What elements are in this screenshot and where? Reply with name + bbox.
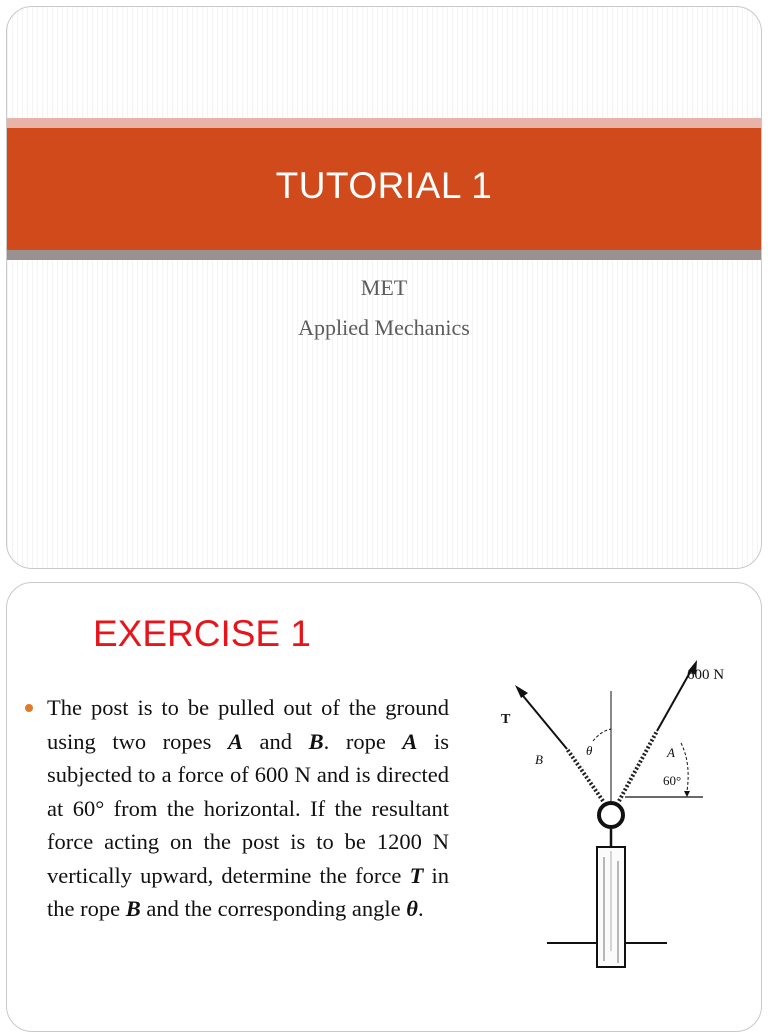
rope-a-label: A	[667, 745, 675, 760]
t-arrowhead-icon	[515, 685, 528, 698]
rope-a-symbol: A	[227, 728, 243, 754]
subtitle-course: MET	[360, 275, 408, 300]
body-text-part: and the corresponding angle	[140, 896, 407, 921]
body-text-part: and	[242, 728, 309, 754]
body-text-part: in the rope	[47, 862, 449, 921]
body-text-part: is subjected to a force of 600 N and is directed at 60° from the horizontal. If the resultant force acting on the post is to be 1200 N vertically upward, determine the force	[47, 728, 449, 888]
body-text-part: . rope	[323, 728, 403, 754]
theta-label: θ	[586, 743, 593, 758]
theta-arc	[593, 729, 611, 741]
rope-a-symbol: A	[402, 728, 418, 754]
post-rope-diagram	[485, 651, 745, 971]
body-text-part: The post is to be pulled out of the ground using two ropes	[47, 695, 449, 754]
exercise-heading: EXERCISE 1	[93, 613, 311, 654]
sixty-degree-arc	[681, 743, 688, 791]
title-band-bottom-stripe	[7, 250, 761, 260]
subtitle-subject: Applied Mechanics	[298, 315, 470, 340]
eye-bolt	[599, 803, 623, 827]
force-label: 600 N	[687, 667, 725, 683]
force-t-symbol: T	[409, 862, 424, 888]
exercise-body	[47, 691, 449, 926]
slide-title: TUTORIAL 1	[275, 165, 493, 206]
t-label: T	[501, 712, 511, 727]
rope-b-label: B	[535, 752, 543, 767]
rope-b-symbol: B	[125, 896, 141, 921]
body-text-part: .	[417, 896, 424, 921]
bullet-icon	[25, 704, 33, 712]
rope-b-symbol: B	[308, 728, 324, 754]
title-slide	[6, 6, 762, 569]
title-band-top-stripe	[7, 118, 761, 128]
angle-label: 60°	[663, 773, 682, 788]
rope-b	[567, 749, 603, 801]
theta-symbol: θ	[406, 896, 418, 921]
rope-a	[619, 731, 657, 801]
exercise-slide	[6, 582, 762, 1032]
